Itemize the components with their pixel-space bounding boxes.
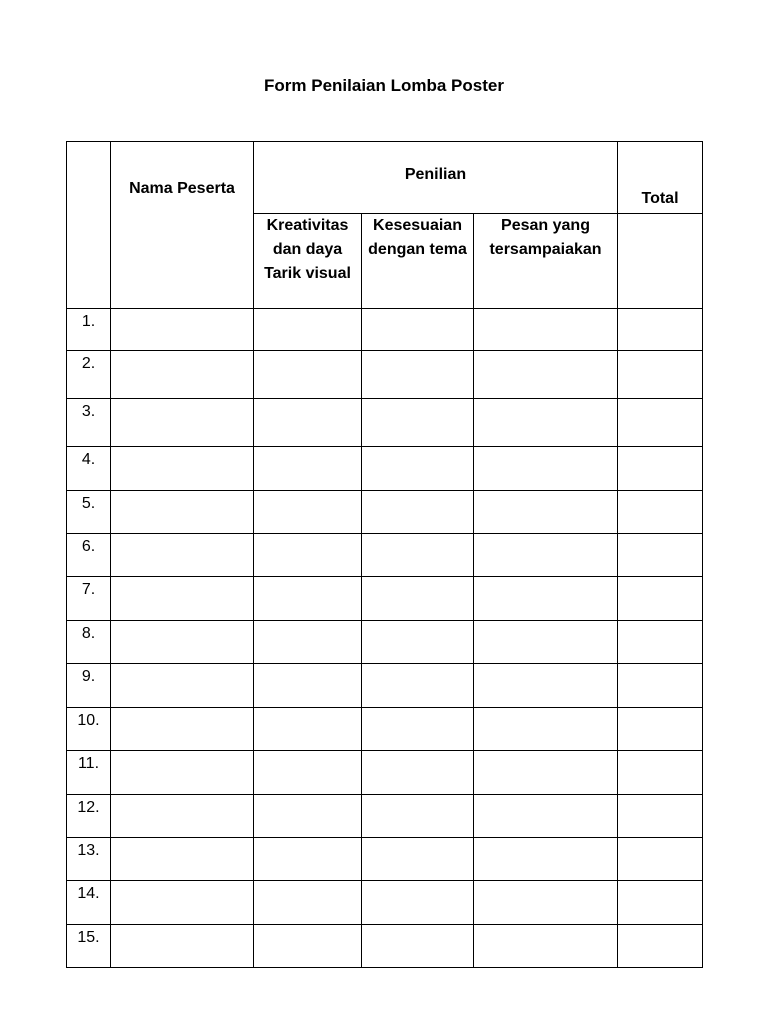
- number-header-cell: [67, 142, 111, 309]
- nama-peserta-cell[interactable]: [111, 534, 254, 577]
- kreativitas-score-cell[interactable]: [254, 795, 362, 838]
- kesesuaian-score-cell[interactable]: [362, 708, 474, 751]
- row-number: 8.: [67, 621, 111, 664]
- nama-peserta-cell[interactable]: [111, 795, 254, 838]
- row-number: 5.: [67, 491, 111, 534]
- table-row: [67, 399, 703, 447]
- table-row: [67, 751, 703, 795]
- total-cell[interactable]: [618, 795, 703, 838]
- table-row: [67, 664, 703, 708]
- total-subheader-cell: [618, 214, 703, 309]
- row-number: 10.: [67, 708, 111, 751]
- pesan-score-cell[interactable]: [474, 351, 618, 399]
- nama-peserta-cell[interactable]: [111, 309, 254, 351]
- pesan-score-cell[interactable]: [474, 621, 618, 664]
- pesan-score-cell[interactable]: [474, 534, 618, 577]
- pesan-score-cell[interactable]: [474, 708, 618, 751]
- pesan-score-cell[interactable]: [474, 795, 618, 838]
- kreativitas-score-cell[interactable]: [254, 309, 362, 351]
- kesesuaian-score-cell[interactable]: [362, 838, 474, 881]
- kesesuaian-score-cell[interactable]: [362, 399, 474, 447]
- table-row: [67, 838, 703, 881]
- nama-peserta-cell[interactable]: [111, 838, 254, 881]
- kesesuaian-score-cell[interactable]: [362, 925, 474, 968]
- pesan-score-cell[interactable]: [474, 838, 618, 881]
- table-row: [67, 925, 703, 968]
- kreativitas-score-cell[interactable]: [254, 881, 362, 925]
- table-row: [67, 447, 703, 491]
- total-cell[interactable]: [618, 881, 703, 925]
- row-number: 6.: [67, 534, 111, 577]
- kesesuaian-score-cell[interactable]: [362, 351, 474, 399]
- pesan-score-cell[interactable]: [474, 881, 618, 925]
- kreativitas-score-cell[interactable]: [254, 621, 362, 664]
- total-cell[interactable]: [618, 309, 703, 351]
- kesesuaian-score-cell[interactable]: [362, 621, 474, 664]
- pesan-score-cell[interactable]: [474, 925, 618, 968]
- total-cell[interactable]: [618, 925, 703, 968]
- total-cell[interactable]: [618, 621, 703, 664]
- page-title: Form Penilaian Lomba Poster: [264, 76, 504, 95]
- total-header: Total: [618, 142, 703, 214]
- pesan-score-cell[interactable]: [474, 309, 618, 351]
- total-cell[interactable]: [618, 491, 703, 534]
- kesesuaian-score-cell[interactable]: [362, 577, 474, 621]
- nama-peserta-cell[interactable]: [111, 351, 254, 399]
- total-cell[interactable]: [618, 351, 703, 399]
- criteria-header-kesesuaian: Kesesuaian dengan tema: [362, 214, 474, 309]
- criteria-header-kreativitas: Kreativitas dan daya Tarik visual: [254, 214, 362, 309]
- nama-peserta-cell[interactable]: [111, 577, 254, 621]
- kesesuaian-score-cell[interactable]: [362, 795, 474, 838]
- nama-peserta-cell[interactable]: [111, 881, 254, 925]
- kesesuaian-score-cell[interactable]: [362, 447, 474, 491]
- table-row: [67, 621, 703, 664]
- nama-peserta-cell[interactable]: [111, 751, 254, 795]
- kesesuaian-score-cell[interactable]: [362, 309, 474, 351]
- kreativitas-score-cell[interactable]: [254, 491, 362, 534]
- kreativitas-score-cell[interactable]: [254, 708, 362, 751]
- criteria-header-pesan: Pesan yang tersampaiakan: [474, 214, 618, 309]
- table-row: [67, 577, 703, 621]
- kreativitas-score-cell[interactable]: [254, 751, 362, 795]
- nama-peserta-cell[interactable]: [111, 664, 254, 708]
- total-cell[interactable]: [618, 751, 703, 795]
- table-row: [67, 708, 703, 751]
- total-cell[interactable]: [618, 447, 703, 491]
- kesesuaian-score-cell[interactable]: [362, 881, 474, 925]
- row-number: 14.: [67, 881, 111, 925]
- table-row: [67, 351, 703, 399]
- table-row: [67, 795, 703, 838]
- nama-peserta-cell[interactable]: [111, 925, 254, 968]
- nama-peserta-cell[interactable]: [111, 491, 254, 534]
- kreativitas-score-cell[interactable]: [254, 664, 362, 708]
- row-number: 11.: [67, 751, 111, 795]
- kreativitas-score-cell[interactable]: [254, 925, 362, 968]
- penilian-header: Penilian: [254, 142, 618, 214]
- pesan-score-cell[interactable]: [474, 751, 618, 795]
- table-row: [67, 309, 703, 351]
- kesesuaian-score-cell[interactable]: [362, 534, 474, 577]
- nama-peserta-cell[interactable]: [111, 447, 254, 491]
- total-cell[interactable]: [618, 838, 703, 881]
- kesesuaian-score-cell[interactable]: [362, 491, 474, 534]
- kreativitas-score-cell[interactable]: [254, 399, 362, 447]
- nama-peserta-cell[interactable]: [111, 621, 254, 664]
- kesesuaian-score-cell[interactable]: [362, 664, 474, 708]
- kreativitas-score-cell[interactable]: [254, 577, 362, 621]
- pesan-score-cell[interactable]: [474, 577, 618, 621]
- pesan-score-cell[interactable]: [474, 447, 618, 491]
- total-cell[interactable]: [618, 708, 703, 751]
- table-row: [67, 881, 703, 925]
- kesesuaian-score-cell[interactable]: [362, 751, 474, 795]
- row-number: 4.: [67, 447, 111, 491]
- kreativitas-score-cell[interactable]: [254, 534, 362, 577]
- row-number: 15.: [67, 925, 111, 968]
- row-number: 1.: [67, 309, 111, 351]
- row-number: 3.: [67, 399, 111, 447]
- row-number: 2.: [67, 351, 111, 399]
- total-cell[interactable]: [618, 399, 703, 447]
- kreativitas-score-cell[interactable]: [254, 838, 362, 881]
- pesan-score-cell[interactable]: [474, 399, 618, 447]
- total-cell[interactable]: [618, 577, 703, 621]
- total-cell[interactable]: [618, 664, 703, 708]
- total-cell[interactable]: [618, 534, 703, 577]
- table-row: [67, 534, 703, 577]
- kreativitas-score-cell[interactable]: [254, 351, 362, 399]
- nama-peserta-cell[interactable]: [111, 399, 254, 447]
- row-number: 9.: [67, 664, 111, 708]
- assessment-table: [66, 141, 703, 968]
- row-number: 12.: [67, 795, 111, 838]
- nama-peserta-header: Nama Peserta: [111, 142, 254, 309]
- row-number: 7.: [67, 577, 111, 621]
- nama-peserta-cell[interactable]: [111, 708, 254, 751]
- pesan-score-cell[interactable]: [474, 664, 618, 708]
- table-row: [67, 491, 703, 534]
- kreativitas-score-cell[interactable]: [254, 447, 362, 491]
- pesan-score-cell[interactable]: [474, 491, 618, 534]
- row-number: 13.: [67, 838, 111, 881]
